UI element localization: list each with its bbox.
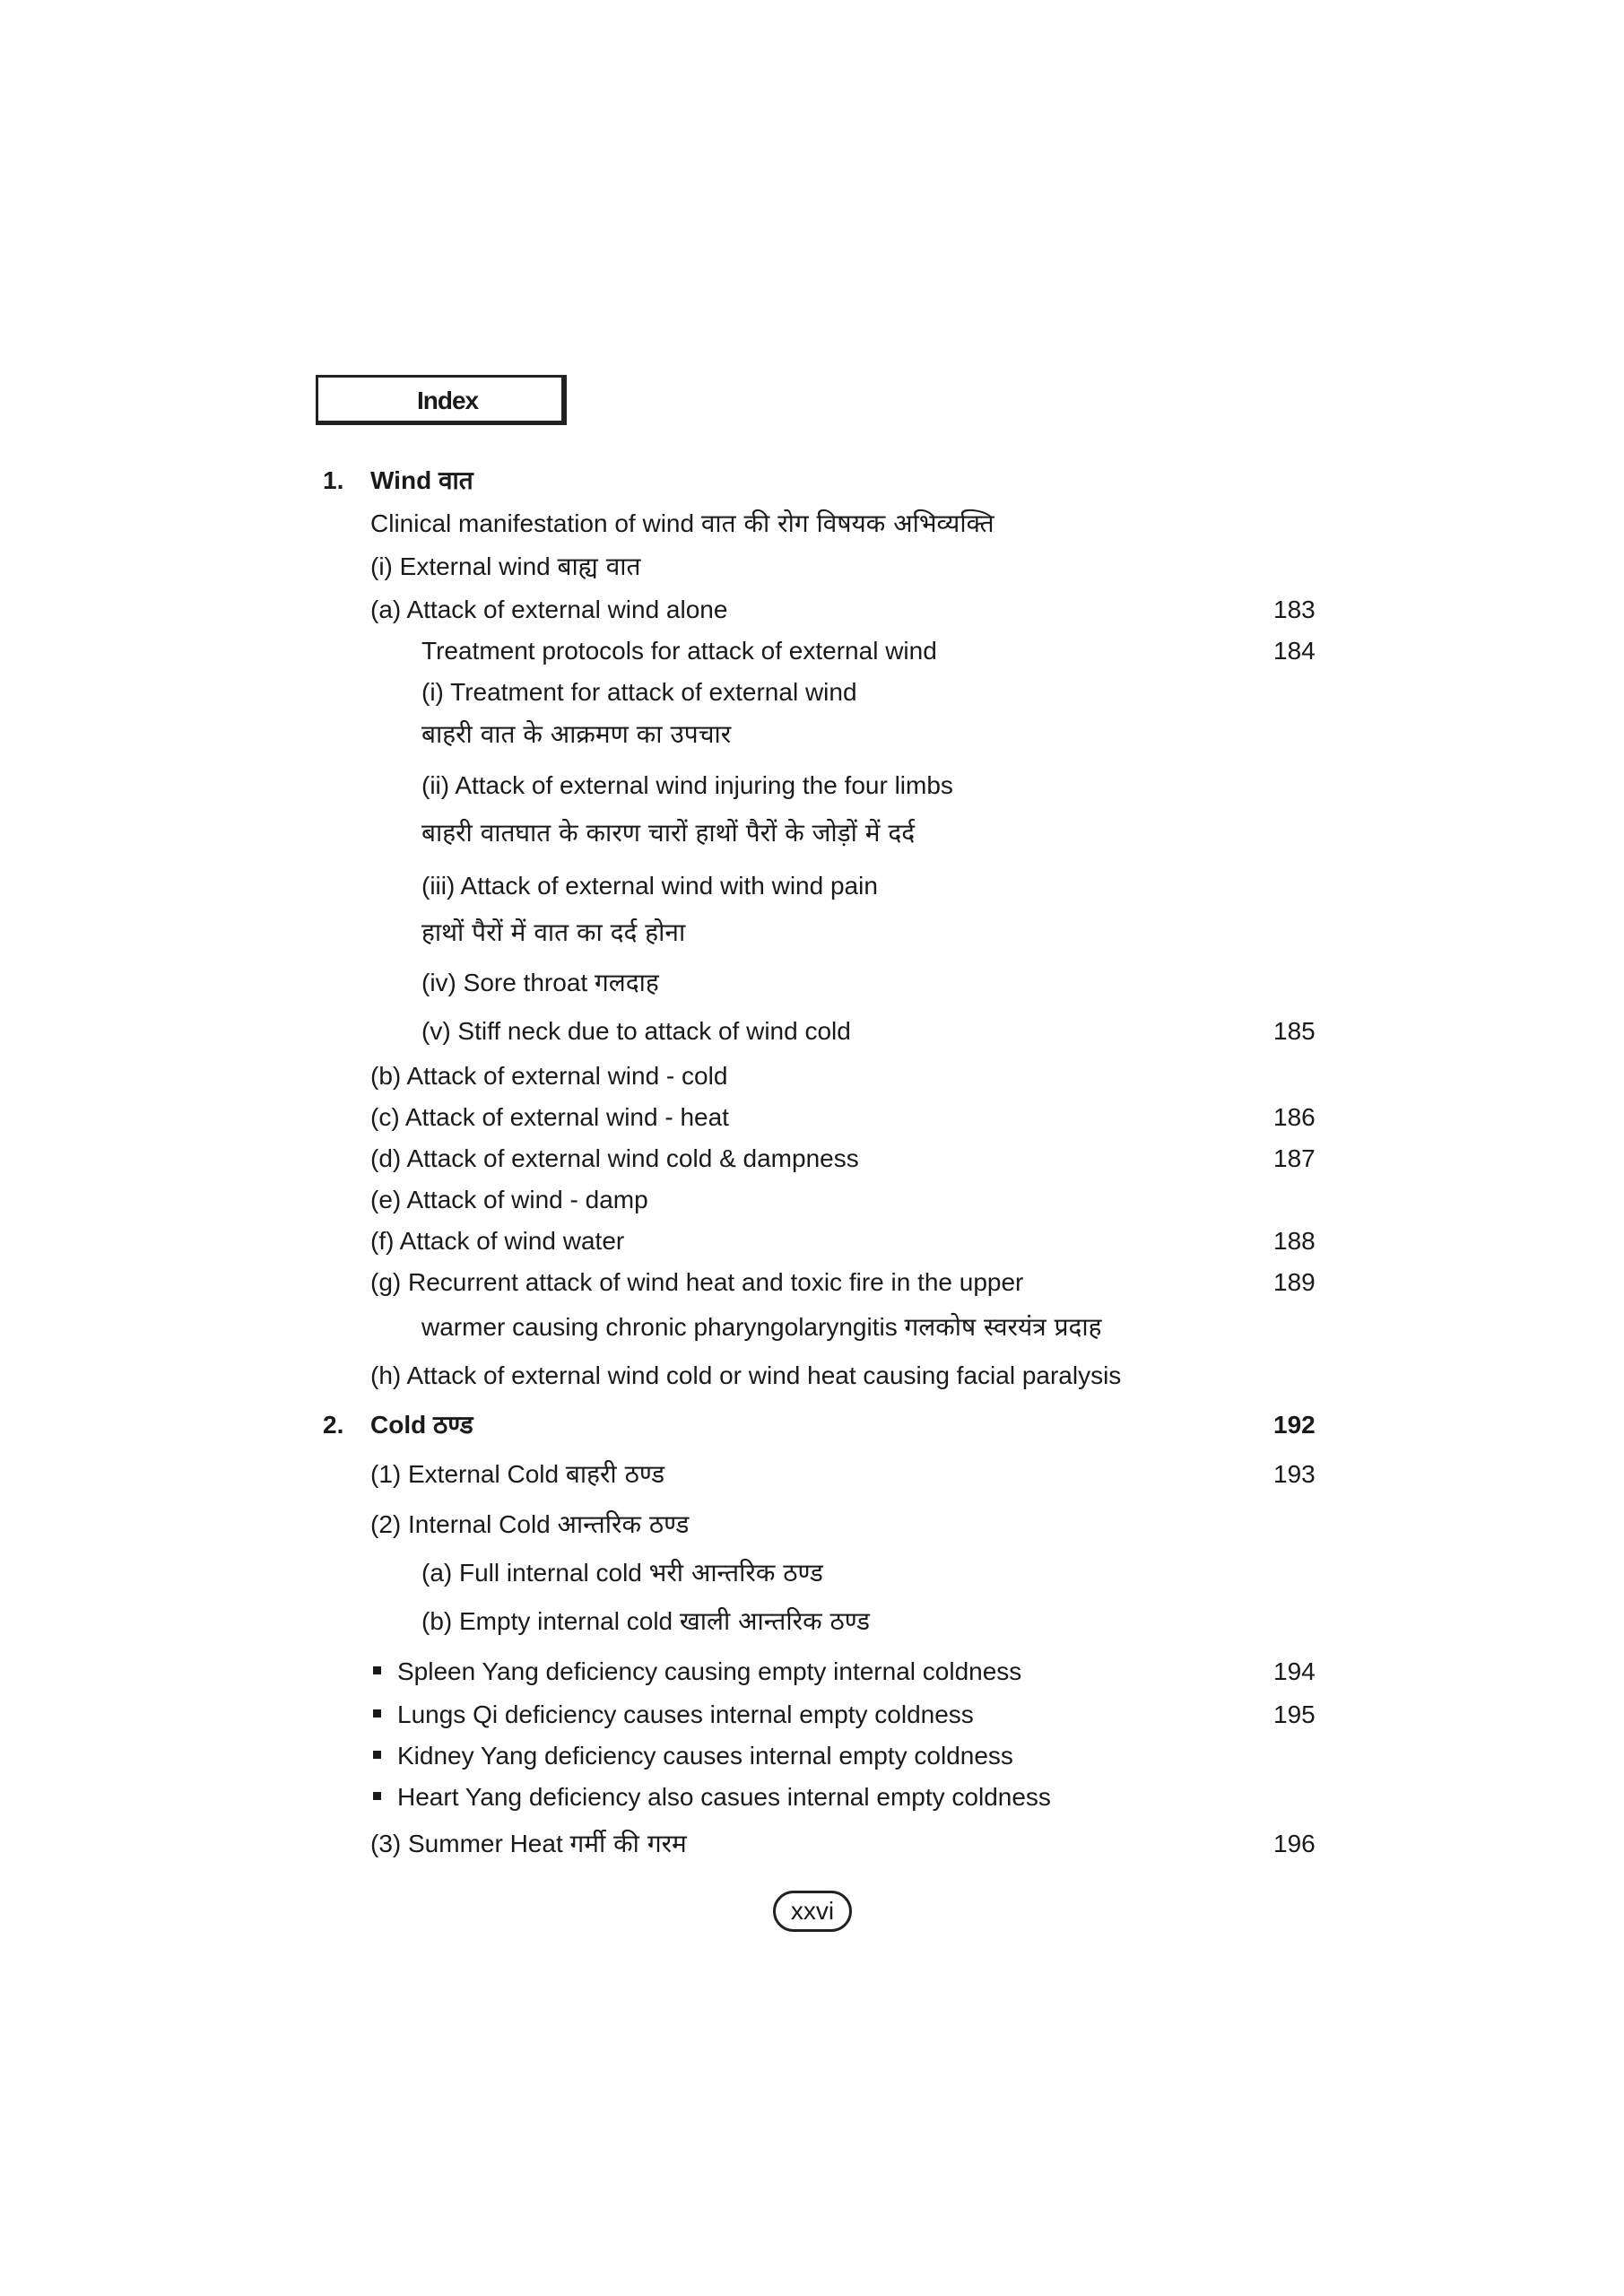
entry-hindi: बाहरी ठण्ड	[565, 1459, 665, 1489]
entry-hindi: गलदाह	[594, 968, 659, 997]
entry-text: warmer causing chronic pharyngolaryngitis	[421, 1313, 898, 1341]
entry-protocol-ii-hindi: बाहरी वातघात के कारण चारों हाथों पैरों के जोड़ों में दर्द	[421, 818, 916, 848]
section-title-cold-hindi: ठण्ड	[433, 1410, 473, 1439]
entry-text: (i) External wind	[370, 552, 551, 580]
section-title-cold	[370, 1410, 473, 1439]
entry-external-cold	[370, 1459, 665, 1489]
page-number-g: 189	[1273, 1268, 1316, 1296]
page-number-f: 188	[1273, 1227, 1316, 1255]
page-number-bullet2: 195	[1273, 1700, 1316, 1728]
entry-g-continued	[421, 1312, 1102, 1342]
entry-protocol-ii: (ii) Attack of external wind injuring the four limbs	[421, 771, 953, 799]
index-header-box	[316, 375, 567, 425]
index-header-label: Index	[417, 387, 479, 414]
page-number-summer-heat: 196	[1273, 1830, 1316, 1857]
entry-hindi: वात की रोग विषयक अभिव्यक्ति	[700, 509, 994, 538]
entry-hindi: गलकोष स्वरयंत्र प्रदाह	[904, 1312, 1102, 1342]
entry-protocol-v: (v) Stiff neck due to attack of wind cold	[421, 1017, 851, 1045]
bullet-item: Lungs Qi deficiency causes internal empty coldness	[373, 1702, 974, 1727]
entry-text: (3) Summer Heat	[370, 1830, 563, 1857]
entry-hindi: बाह्य वात	[557, 552, 641, 581]
page-number-external-cold: 193	[1273, 1460, 1316, 1488]
entry-clinical-manifestation	[370, 511, 994, 536]
bullet-item: Heart Yang deficiency also casues internal empty coldness	[373, 1785, 1051, 1810]
bullet-item: Kidney Yang deficiency causes internal empty coldness	[373, 1744, 1013, 1769]
page-number-c: 186	[1273, 1103, 1316, 1131]
bullet-item: Spleen Yang deficiency causing empty internal coldness	[373, 1659, 1021, 1684]
entry-internal-cold	[370, 1509, 690, 1539]
entry-protocol-i-hindi: बाहरी वात के आक्रमण का उपचार	[421, 719, 732, 749]
section-title-wind-hindi: वात	[438, 465, 473, 495]
entry-text: (a) Full internal cold	[421, 1559, 642, 1587]
page-number-d: 187	[1273, 1144, 1316, 1172]
entry-text: (iv) Sore throat	[421, 969, 588, 996]
entry-protocol-iv	[421, 970, 659, 996]
entry-hindi: भरी आन्तरिक ठण्ड	[648, 1558, 823, 1587]
entry-full-internal-cold	[421, 1558, 823, 1587]
entry-text: (1) External Cold	[370, 1460, 560, 1488]
entry-protocol-i: (i) Treatment for attack of external wind	[421, 678, 857, 706]
entry-text: (2) Internal Cold	[370, 1510, 551, 1538]
page-number-protocol-v: 185	[1273, 1017, 1316, 1045]
entry-a: (a) Attack of external wind alone	[370, 596, 728, 623]
entry-hindi: खाली आन्तरिक ठण्ड	[679, 1606, 871, 1636]
entry-c: (c) Attack of external wind - heat	[370, 1103, 729, 1131]
entry-external-wind	[370, 554, 640, 579]
section-number-wind: 1.	[323, 466, 344, 494]
page-number-bullet1: 194	[1273, 1657, 1316, 1685]
entry-text: (b) Empty internal cold	[421, 1607, 673, 1635]
entry-h: (h) Attack of external wind cold or wind heat causing facial paralysis	[370, 1361, 1122, 1389]
entry-e: (e) Attack of wind - damp	[370, 1186, 648, 1213]
page-number-protocols: 184	[1273, 637, 1316, 665]
entry-f: (f) Attack of wind water	[370, 1227, 625, 1255]
entry-summer-heat	[370, 1831, 687, 1857]
section-number-cold: 2.	[323, 1411, 344, 1439]
section-title-wind-text: Wind	[370, 466, 432, 494]
entry-empty-internal-cold	[421, 1606, 871, 1636]
entry-hindi: गर्मी की गरम	[569, 1829, 687, 1858]
entry-protocol-iii: (iii) Attack of external wind with wind pain	[421, 872, 878, 900]
entry-b: (b) Attack of external wind - cold	[370, 1062, 728, 1090]
section-title-wind	[370, 465, 473, 495]
page-number-a: 183	[1273, 596, 1316, 623]
entry-text: Clinical manifestation of wind	[370, 509, 695, 537]
footer-page-number: xxvi	[773, 1891, 852, 1932]
page-number-cold: 192	[1273, 1411, 1316, 1439]
entry-d: (d) Attack of external wind cold & dampness	[370, 1144, 859, 1172]
entry-protocol-iii-hindi: हाथों पैरों में वात का दर्द होना	[421, 918, 686, 947]
entry-g: (g) Recurrent attack of wind heat and toxic fire in the upper	[370, 1268, 1024, 1296]
section-title-cold-text: Cold	[370, 1411, 427, 1439]
entry-hindi: आन्तरिक ठण्ड	[557, 1509, 690, 1539]
entry-treatment-protocols: Treatment protocols for attack of external wind	[421, 637, 937, 665]
